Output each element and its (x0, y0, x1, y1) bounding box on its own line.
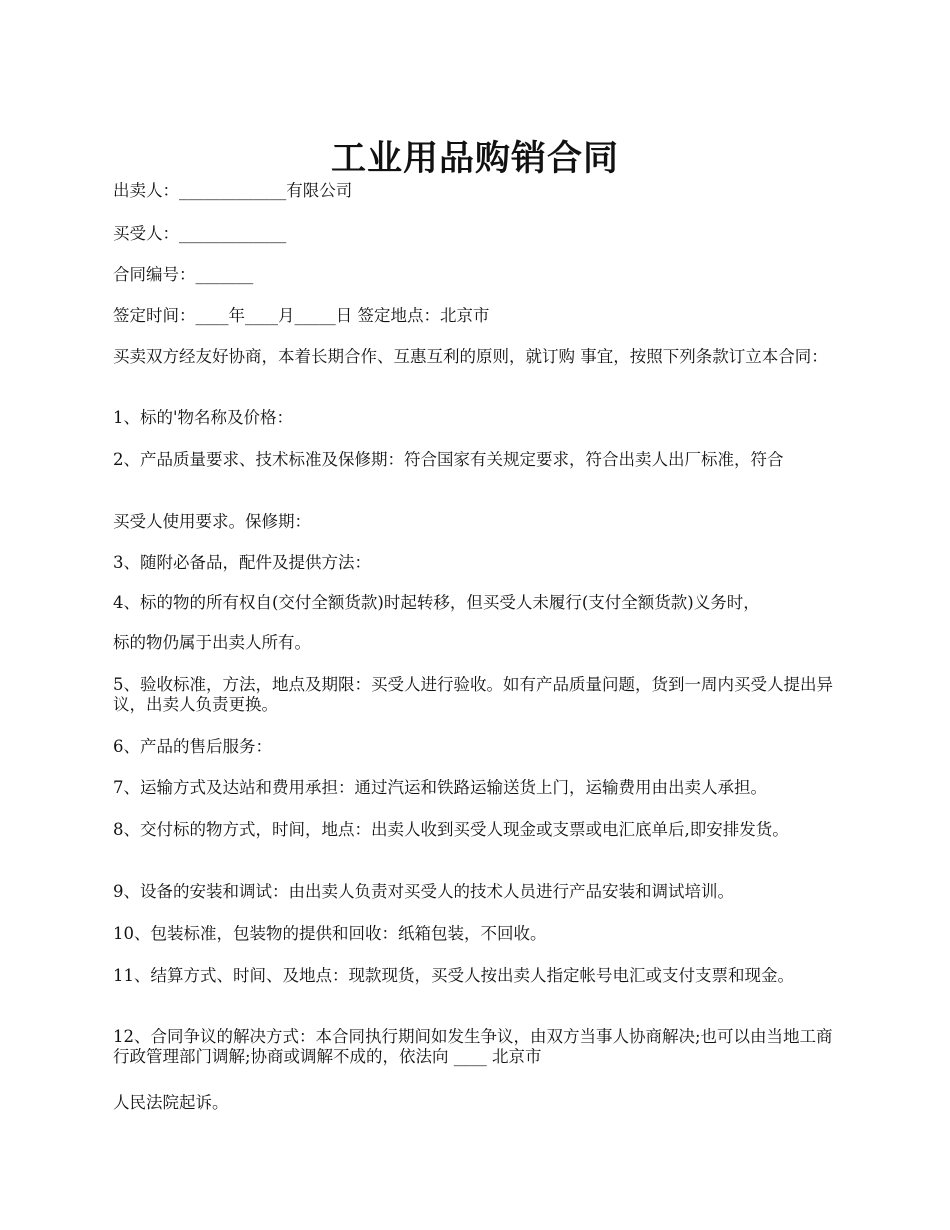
clause-2: 2、产品质量要求、技术标准及保修期：符合国家有关规定要求，符合出卖人出厂标准，符合 (113, 450, 784, 469)
clause-12: 12、合同争议的解决方式：本合同执行期间如发生争议，由双方当事人协商解决;也可以由当地工商行政管理部门调解;协商或调解不成的，依法向 ____ 北京市 (113, 1027, 833, 1066)
clause-2-continued: 买受人使用要求。保修期： (113, 512, 311, 531)
clause-4-continued: 标的物仍属于出卖人所有。 (113, 633, 311, 652)
clause-8: 8、交付标的物方式，时间，地点：出卖人收到买受人现金或支票或电汇底单后,即安排发货。 (113, 820, 789, 839)
clause-7: 7、运输方式及达站和费用承担：通过汽运和铁路运输送货上门，运输费用由出卖人承担。 (113, 778, 767, 797)
clause-11: 11、结算方式、时间、及地点：现款现货，买受人按出卖人指定帐号电汇或支付支票和现金。 (113, 966, 794, 985)
clause-1: 1、标的'物名称及价格： (113, 408, 294, 427)
signing-info-line: 签定时间：____年____月_____日 签定地点：北京市 (113, 306, 490, 325)
clause-10: 10、包装标准，包装物的提供和回收：纸箱包装，不回收。 (113, 924, 547, 943)
clause-6: 6、产品的售后服务： (113, 737, 272, 756)
clause-9: 9、设备的安装和调试：由出卖人负责对买受人的技术人员进行产品安装和调试培训。 (113, 882, 734, 901)
clause-5: 5、验收标准，方法，地点及期限：买受人进行验收。如有产品质量问题，货到一周内买受人提出异议，出卖人负责更换。 (113, 675, 833, 714)
clause-4: 4、标的物的所有权自(交付全额货款)时起转移，但买受人未履行(支付全额货款)义务时， (113, 593, 760, 612)
contract-number-line: 合同编号：_______ (113, 265, 254, 284)
preamble-paragraph: 买卖双方经友好协商，本着长期合作、互惠互利的原则，就订购 事宜，按照下列条款订立本合同： (113, 347, 828, 366)
clause-12-continued: 人民法院起诉。 (113, 1093, 229, 1112)
page-title: 工业用品购销合同 (330, 138, 619, 180)
buyer-line: 买受人：_____________ (113, 224, 287, 243)
seller-line: 出卖人：_____________有限公司 (113, 181, 353, 200)
clause-3: 3、随附必备品，配件及提供方法： (113, 553, 371, 572)
